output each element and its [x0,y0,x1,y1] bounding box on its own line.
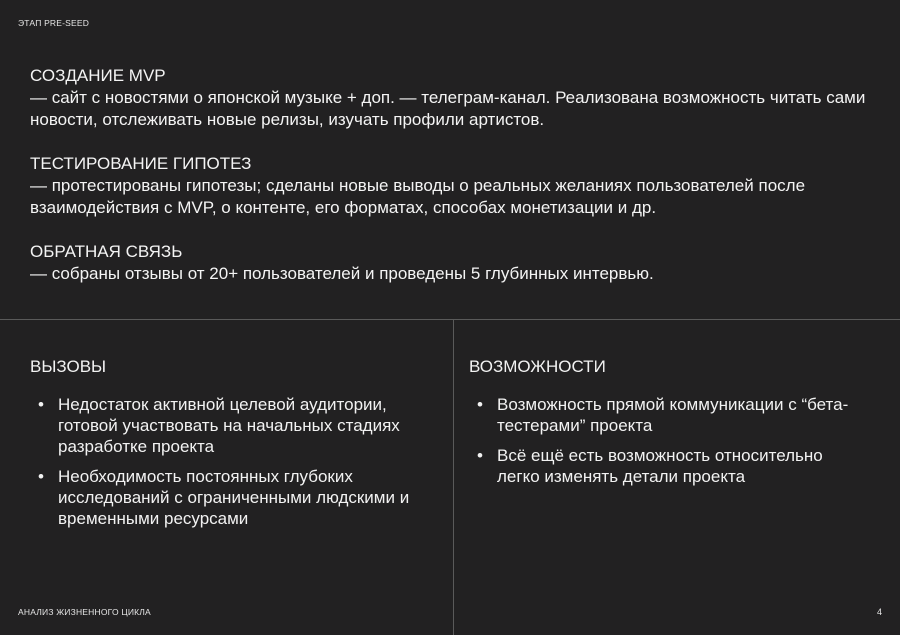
hypothesis-block [30,153,880,219]
bullet-icon: • [477,446,483,465]
list-item [469,445,869,487]
list-item-text: Необходимость постоянных глубоких исследований с ограниченными людскими и временными ресурсами [58,467,410,528]
summary-section [30,65,880,307]
challenges-list [30,394,450,529]
list-item-text: Возможность прямой коммуникации с “бета-тестерами” проекта [497,395,849,435]
bullet-icon: • [38,467,44,486]
footer-label: АНАЛИЗ ЖИЗНЕННОГО ЦИКЛА [18,607,151,617]
challenges-column [30,356,450,538]
list-item-text: Всё ещё есть возможность относительно легко изменять детали проекта [497,446,823,486]
bullet-icon: • [38,395,44,414]
feedback-block [30,241,880,285]
page-number: 4 [876,607,882,617]
hypothesis-heading: ТЕСТИРОВАНИЕ ГИПОТЕЗ [30,154,252,173]
opportunities-list [469,394,869,487]
list-item [30,394,450,457]
feedback-text: — собраны отзывы от 20+ пользователей и проведены 5 глубинных интервью. [30,264,654,283]
vertical-divider [453,320,454,635]
bullet-icon: • [477,395,483,414]
mvp-block [30,65,880,131]
opportunities-heading: ВОЗМОЖНОСТИ [469,357,606,376]
mvp-heading: СОЗДАНИЕ MVP [30,66,166,85]
list-item [30,466,450,529]
mvp-text: — сайт с новостями о японской музыке + доп. — телеграм-канал. Реализована возможность читать сами новости, отслеживать новые релизы, изучать профили артистов. [30,88,866,129]
list-item [469,394,869,436]
challenges-heading: ВЫЗОВЫ [30,357,107,376]
feedback-heading: ОБРАТНАЯ СВЯЗЬ [30,242,183,261]
stage-label: ЭТАП PRE-SEED [18,18,90,28]
opportunities-column [469,356,869,496]
hypothesis-text: — протестированы гипотезы; сделаны новые выводы о реальных желаниях пользователей после взаимодействия с MVP, о контенте, его форматах, способах монетизации и др. [30,176,806,217]
horizontal-divider [0,319,900,320]
list-item-text: Недостаток активной целевой аудитории, готовой участвовать на начальных стадиях разработке проекта [58,395,400,456]
